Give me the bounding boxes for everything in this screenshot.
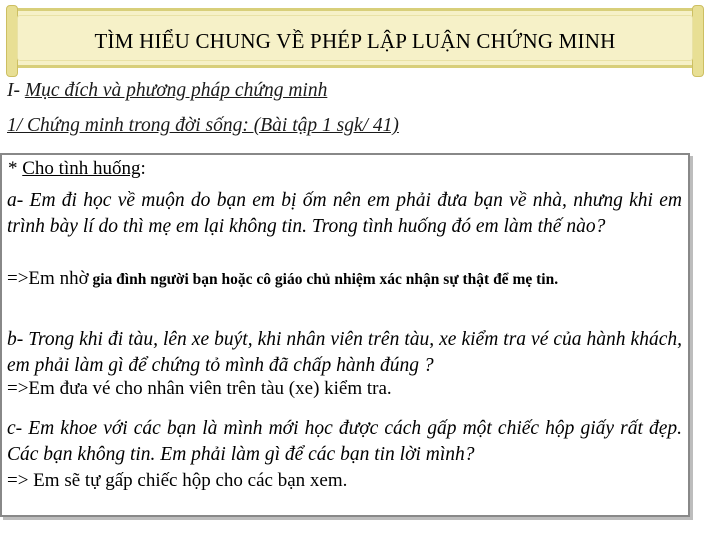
situation-bullet: * <box>8 158 23 179</box>
question-b: b- Trong khi đi tàu, lên xe buýt, khi nhân viên trên tàu, xe kiểm tra vé của hành khách, em phải làm gì để chứng tỏ mình đã chấp hành đúng ? <box>7 329 682 376</box>
title-banner <box>10 8 700 68</box>
section-heading-text: Mục đích và phương pháp chứng minh <box>24 80 328 101</box>
situation-label-colon: : <box>140 158 146 179</box>
section-heading-prefix: I- <box>7 80 25 101</box>
answer-b: =>Em đưa vé cho nhân viên trên tàu (xe) kiểm tra. <box>7 378 392 399</box>
answer-a-lead: =>Em nhờ <box>7 268 89 289</box>
answer-a <box>7 267 682 292</box>
content-box <box>0 153 690 517</box>
section-heading <box>7 80 327 102</box>
situation-label-text: Cho tình huống <box>22 158 141 179</box>
subsection-heading: 1/ Chứng minh trong đời sống: (Bài tập 1 sgk/ 41) <box>7 115 399 136</box>
page-title: TÌM HIỂU CHUNG VỀ PHÉP LẬP LUẬN CHỨNG MINH <box>94 29 616 53</box>
question-c: c- Em khoe với các bạn là mình mới học được cách gấp một chiếc hộp giấy rất đẹp. Các bạn không tin. Em phải làm gì để các bạn tin lời mình? <box>7 418 682 465</box>
answer-a-rest: gia đình người bạn hoặc cô giáo chủ nhiệm xác nhận sự thật để mẹ tin. <box>88 271 559 288</box>
answer-c: => Em sẽ tự gấp chiếc hộp cho các bạn xem. <box>7 470 348 491</box>
situation-label <box>8 158 682 180</box>
question-a: a- Em đi học về muộn do bạn em bị ốm nên em phải đưa bạn về nhà, nhưng khi em trình bày lí do thì mẹ em lại không tin. Trong tình huống đó em làm thế nào? <box>7 190 682 237</box>
